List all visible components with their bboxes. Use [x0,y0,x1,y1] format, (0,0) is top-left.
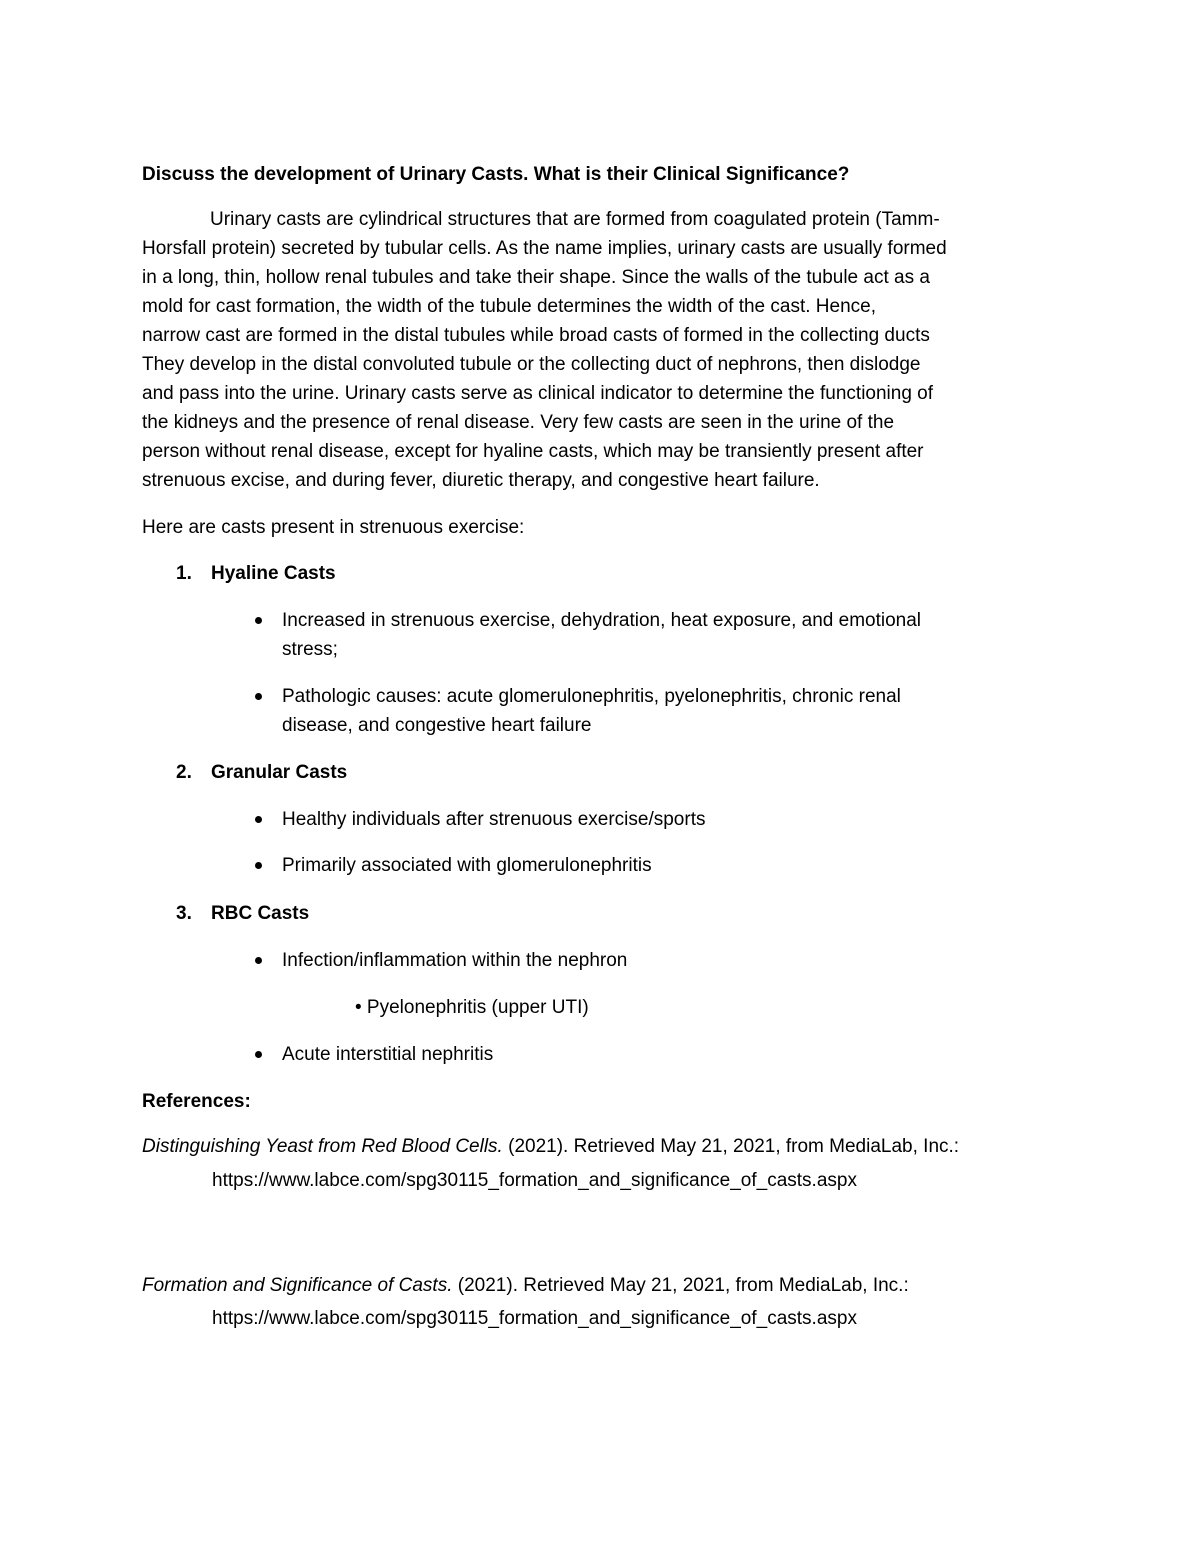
list-item: Infection/inflammation within the nephron [282,950,628,971]
section-heading-granular: Granular Casts [211,762,348,783]
list-number: 1. [176,563,192,584]
list-item-continuation: stress; [282,639,338,660]
reference-entry [142,1132,959,1161]
paragraph-line: Horsfall protein) secreted by tubular cells. As the name implies, urinary casts are usually formed [142,238,947,259]
reference-url[interactable]: https://www.labce.com/spg30115_formation_and_significance_of_casts.aspx [212,1170,857,1191]
paragraph-line: in a long, thin, hollow renal tubules and take their shape. Since the walls of the tubule act as a [142,267,930,288]
paragraph-line: and pass into the urine. Urinary casts serve as clinical indicator to determine the functioning of [142,383,934,404]
paragraph-line: strenuous excise, and during fever, diuretic therapy, and congestive heart failure. [142,470,820,491]
bullet-icon [255,1051,262,1058]
list-item: Acute interstitial nephritis [282,1044,494,1065]
bullet-icon [255,693,262,700]
list-item: Primarily associated with glomerulonephritis [282,855,652,876]
references-heading: References: [142,1091,251,1112]
reference-url[interactable]: https://www.labce.com/spg30115_formation_and_significance_of_casts.aspx [212,1308,857,1329]
bullet-icon [255,617,262,624]
reference-title: Distinguishing Yeast from Red Blood Cells. [142,1136,503,1157]
list-item: Increased in strenuous exercise, dehydration, heat exposure, and emotional [282,610,922,631]
bullet-icon [255,957,262,964]
paragraph-line: person without renal disease, except for hyaline casts, which may be transiently present after [142,441,924,462]
sub-list-item: • Pyelonephritis (upper UTI) [355,997,589,1018]
intro-text: Here are casts present in strenuous exercise: [142,517,525,538]
document-title: Discuss the development of Urinary Casts. What is their Clinical Significance? [142,164,850,185]
reference-source: (2021). Retrieved May 21, 2021, from MediaLab, Inc.: [452,1275,909,1296]
section-heading-hyaline: Hyaline Casts [211,563,336,584]
reference-entry [142,1271,909,1300]
list-number: 2. [176,762,192,783]
reference-source: (2021). Retrieved May 21, 2021, from MediaLab, Inc.: [502,1136,960,1157]
paragraph-line: Urinary casts are cylindrical structures that are formed from coagulated protein (Tamm- [210,209,940,230]
bullet-icon [255,816,262,823]
paragraph-line: mold for cast formation, the width of the tubule determines the width of the cast. Hence, [142,296,876,317]
reference-title: Formation and Significance of Casts. [142,1275,453,1296]
paragraph-line: narrow cast are formed in the distal tubules while broad casts of formed in the collecting ducts [142,325,930,346]
list-number: 3. [176,903,192,924]
paragraph-line: the kidneys and the presence of renal disease. Very few casts are seen in the urine of the [142,412,895,433]
section-heading-rbc: RBC Casts [211,903,310,924]
list-item: Pathologic causes: acute glomerulonephritis, pyelonephritis, chronic renal [282,686,901,707]
paragraph-line: They develop in the distal convoluted tubule or the collecting duct of nephrons, then dislodge [142,354,921,375]
list-item: Healthy individuals after strenuous exercise/sports [282,809,706,830]
list-item-continuation: disease, and congestive heart failure [282,715,592,736]
bullet-icon [255,862,262,869]
